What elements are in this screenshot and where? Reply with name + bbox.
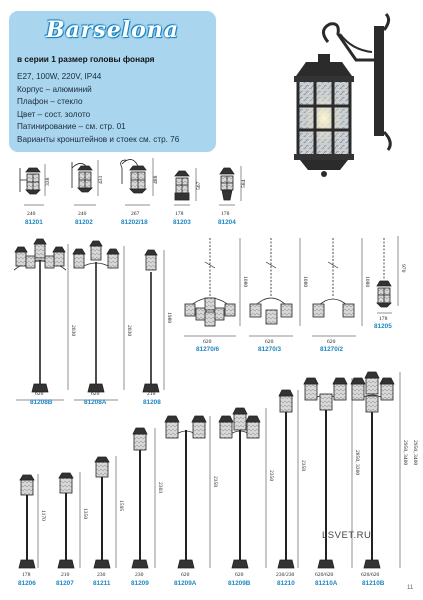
dim-height: 2850, 3300 <box>354 450 360 476</box>
dim-width: 620 <box>265 339 274 345</box>
dim-width: 210 <box>61 572 70 578</box>
dim-height: 2950, 3400 <box>402 440 408 466</box>
dim-width: 178 <box>221 211 230 217</box>
dim-height: 2030 <box>126 325 132 337</box>
dim-width: 230/230 <box>276 572 295 578</box>
dim-height: 1350 <box>82 508 88 520</box>
product-code: 81210B <box>362 580 385 587</box>
product-code: 81270/3 <box>258 346 282 353</box>
dim-height: 338 <box>45 177 51 186</box>
product-code: 81203 <box>173 219 191 226</box>
product-code: 81202 <box>75 219 93 226</box>
row2-posts <box>14 239 164 400</box>
dim-height: 567 <box>196 181 202 190</box>
dim-height: 2350 <box>212 476 218 488</box>
dim-width: 178 <box>22 572 31 578</box>
dim-width: 240 <box>27 211 36 217</box>
dim-height: 2303 <box>157 482 163 494</box>
product-code: 81210A <box>315 580 338 587</box>
dim-width: 178 <box>175 211 184 217</box>
dim-height: 1595 <box>118 500 124 512</box>
dim-height: 970 <box>400 264 406 273</box>
dim-height: 1980 <box>166 312 172 324</box>
series-name: Barselona <box>45 17 180 43</box>
dim-height-extra: 2950, 3400 <box>412 440 418 466</box>
dim-width: 267 <box>131 211 140 217</box>
dim-width: 230 <box>135 572 144 578</box>
dim-width: 620 <box>181 572 190 578</box>
dim-height: 1170 <box>40 510 46 521</box>
product-code: 81204 <box>218 219 236 226</box>
dim-height: 2030 <box>70 325 76 337</box>
product-code: 81209B <box>228 580 251 587</box>
spec-item: Плафон – стекло <box>17 97 83 107</box>
dim-width: 620 <box>235 572 244 578</box>
product-code: 81210 <box>277 580 295 587</box>
lantern-photo <box>294 14 390 177</box>
dim-width: 620 <box>203 339 212 345</box>
dim-width: 230 <box>97 572 106 578</box>
product-code: 81205 <box>374 323 392 330</box>
dim-height: 1080 <box>242 276 248 288</box>
product-code: 81211 <box>93 580 111 587</box>
spec-item: Патинирование – см. стр. 01 <box>17 122 126 132</box>
dim-height: 1080 <box>364 276 370 288</box>
dim-width: 620 <box>35 391 44 397</box>
product-code: 81209 <box>131 580 149 587</box>
product-code: 81209A <box>174 580 197 587</box>
dim-height: 584 <box>241 179 247 188</box>
dim-width: 620/620 <box>315 572 334 578</box>
dim-width: 620 <box>91 391 100 397</box>
product-code: 81208 <box>143 399 161 406</box>
dim-height: 431 <box>98 175 104 184</box>
product-code: 81207 <box>56 580 74 587</box>
series-title: в серии 1 размер головы фонаря <box>17 54 155 64</box>
dim-height: 2350 <box>300 460 306 472</box>
dim-width: 240 <box>78 211 87 217</box>
product-code: 81270/2 <box>320 346 344 353</box>
product-code: 81270/6 <box>196 346 220 353</box>
dim-width: 210 <box>147 391 156 397</box>
spec-item: E27, 100W, 220V, IP44 <box>17 72 102 81</box>
dim-width: 178 <box>379 316 388 322</box>
dim-width: 620/620 <box>361 572 380 578</box>
page-number: 11 <box>407 585 414 591</box>
product-code: 81202/18 <box>121 219 148 226</box>
product-code: 81206 <box>18 580 36 587</box>
spec-item: Корпус – алюминий <box>17 84 92 94</box>
dim-height: 1080 <box>302 276 308 288</box>
watermark: LSVET.RU <box>322 530 372 541</box>
row1-lanterns <box>20 158 241 205</box>
product-code: 81201 <box>25 219 43 226</box>
dim-width: 620 <box>327 339 336 345</box>
spec-item: Цвет – сост. золото <box>17 109 91 119</box>
row3-labels <box>18 440 418 587</box>
product-code: 81208B <box>30 399 53 406</box>
spec-item: Варианты кронштейнов и стоек см. стр. 76 <box>17 134 180 144</box>
dim-height: 2350 <box>268 470 274 482</box>
product-code: 81208A <box>84 399 107 406</box>
dim-height: 488 <box>153 175 159 184</box>
